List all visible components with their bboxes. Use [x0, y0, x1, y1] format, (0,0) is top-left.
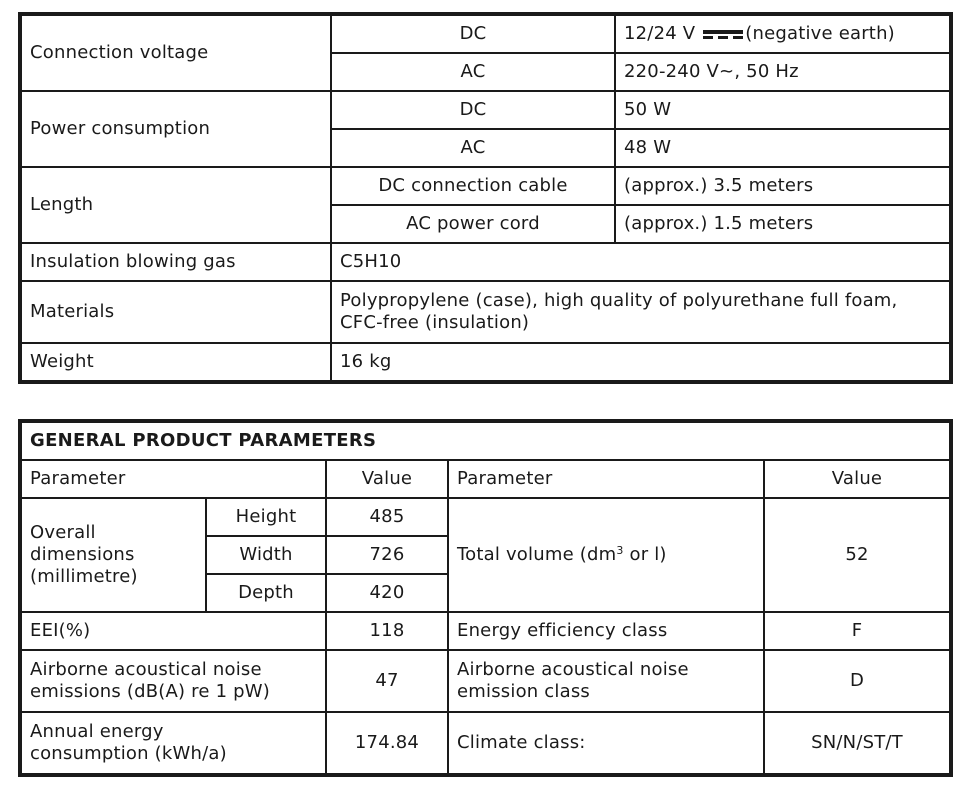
length-dc-label: DC connection cable — [331, 167, 615, 205]
general-parameters-table — [20, 421, 951, 775]
connection-voltage-dc-label: DC — [331, 15, 615, 53]
spec-table — [20, 14, 951, 382]
energy-class-value: F — [764, 612, 950, 650]
power-dc-label: DC — [331, 91, 615, 129]
height-label: Height — [206, 498, 326, 536]
annual-energy-value: 174.84 — [326, 712, 448, 774]
weight-label: Weight — [21, 343, 331, 381]
length-ac-value: (approx.) 1.5 meters — [615, 205, 950, 243]
total-volume-value: 52 — [764, 498, 950, 612]
dimensions-label: Overall dimensions (millimetre) — [21, 498, 206, 612]
power-dc-value: 50 W — [615, 91, 950, 129]
length-dc-value: (approx.) 3.5 meters — [615, 167, 950, 205]
direct-current-symbol-icon — [703, 30, 743, 39]
noise-value: 47 — [326, 650, 448, 712]
width-label: Width — [206, 536, 326, 574]
width-value: 726 — [326, 536, 448, 574]
noise-class-label: Airborne acoustical noise emission class — [448, 650, 764, 712]
climate-class-value: SN/N/ST/T — [764, 712, 950, 774]
power-ac-value: 48 W — [615, 129, 950, 167]
power-ac-label: AC — [331, 129, 615, 167]
connection-voltage-ac-label: AC — [331, 53, 615, 91]
depth-label: Depth — [206, 574, 326, 612]
insulation-label: Insulation blowing gas — [21, 243, 331, 281]
dc-voltage-text: 12/24 V — [624, 23, 696, 44]
header-value-right: Value — [764, 460, 950, 498]
header-value-left: Value — [326, 460, 448, 498]
header-parameter-left: Parameter — [21, 460, 326, 498]
total-volume-sup: 3 — [616, 544, 624, 557]
length-ac-label: AC power cord — [331, 205, 615, 243]
table-title: GENERAL PRODUCT PARAMETERS — [21, 422, 950, 460]
total-volume-label — [448, 498, 764, 612]
climate-class-label: Climate class: — [448, 712, 764, 774]
eei-label: EEI(%) — [21, 612, 326, 650]
noise-class-value: D — [764, 650, 950, 712]
energy-class-label: Energy efficiency class — [448, 612, 764, 650]
power-consumption-label: Power consumption — [21, 91, 331, 167]
noise-label: Airborne acoustical noise emissions (dB(A) re 1 pW) — [21, 650, 326, 712]
connection-voltage-label: Connection voltage — [21, 15, 331, 91]
length-label: Length — [21, 167, 331, 243]
annual-energy-label: Annual energy consumption (kWh/a) — [21, 712, 326, 774]
connection-voltage-ac-value: 220-240 V~, 50 Hz — [615, 53, 950, 91]
total-volume-prefix: Total volume (dm — [457, 544, 617, 565]
insulation-value: C5H10 — [331, 243, 950, 281]
header-parameter-right: Parameter — [448, 460, 764, 498]
materials-value: Polypropylene (case), high quality of polyurethane full foam, CFC-free (insulation) — [331, 281, 950, 343]
connection-voltage-dc-value — [615, 15, 950, 53]
total-volume-suffix: or l) — [623, 544, 667, 565]
negative-earth-text: (negative earth) — [745, 23, 895, 44]
weight-value: 16 kg — [331, 343, 950, 381]
materials-label: Materials — [21, 281, 331, 343]
eei-value: 118 — [326, 612, 448, 650]
height-value: 485 — [326, 498, 448, 536]
depth-value: 420 — [326, 574, 448, 612]
